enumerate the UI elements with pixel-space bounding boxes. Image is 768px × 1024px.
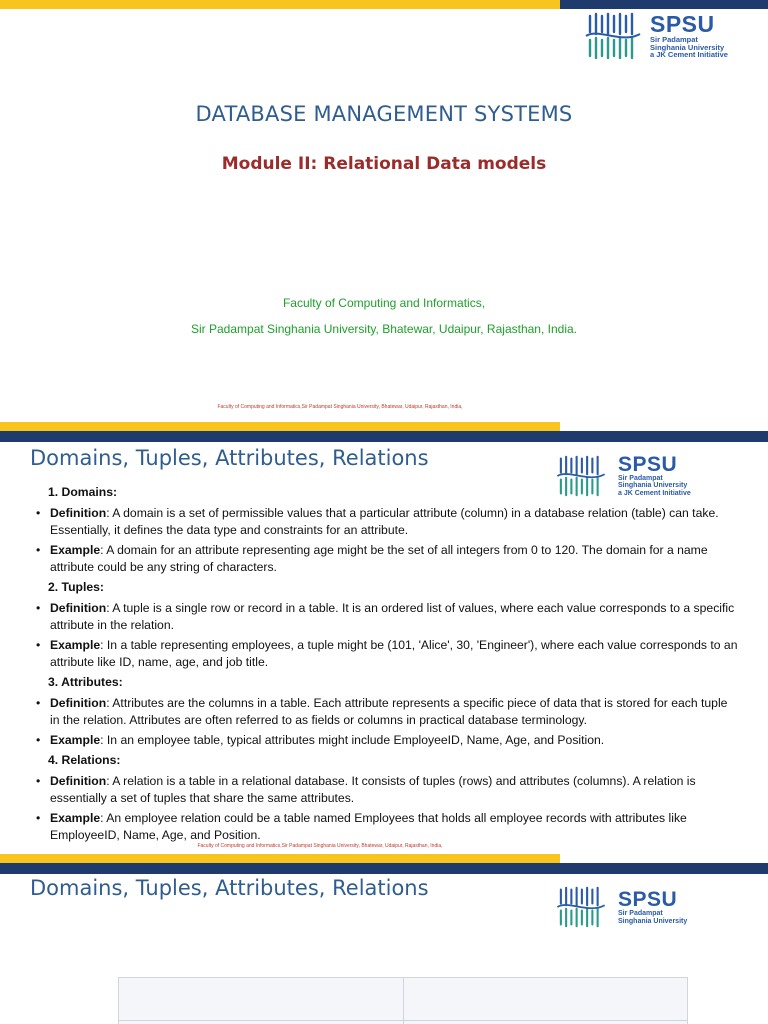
logo-line-3: a JK Cement Initiative [650, 50, 728, 60]
logo-line-2: Singhania University [618, 917, 688, 925]
content-slide [0, 854, 768, 1024]
table-cell [119, 978, 404, 1021]
section-tuples-title: 2. Tuples: [48, 580, 104, 594]
logo-line-2: Singhania University [650, 42, 725, 52]
top-yellow-bar [0, 854, 560, 863]
section-attributes-title: 3. Attributes: [48, 675, 123, 689]
top-navy-bar [560, 0, 768, 9]
top-navy-bar [0, 431, 768, 442]
top-yellow-bar [0, 0, 560, 9]
logo-wordmark: SPSU [650, 10, 715, 37]
logo-line-2: Singhania University [618, 482, 688, 490]
course-title: DATABASE MANAGEMENT SYSTEMS [195, 102, 573, 126]
table-cell [403, 1021, 688, 1024]
top-yellow-bar [0, 422, 560, 431]
bullet-item: • Example: In a table representing employees, a tuple might be (101, 'Alice', 30, 'Engineer'), where each value corresponds to an attribute like ID, name, age, and job title. [34, 637, 740, 671]
slide-footer: Faculty of Computing and Informatics,Sir Padampat Singhania University, Bhatewar, Udaipur, Rajasthan, India, [197, 843, 443, 849]
bullet-item: • Definition: Attributes are the columns in a table. Each attribute represents a specific piece of data that is stored for each tuple in the relation. Attributes are often referred to as fields or columns in practical database terminology. [34, 695, 740, 729]
bullet-item: • Example: In an employee table, typical attributes might include EmployeeID, Name, Age, and Position. [34, 732, 740, 749]
faculty-name: Faculty of Computing and Informatics, [282, 296, 486, 310]
top-navy-bar [0, 863, 768, 874]
bullet-item: • Definition: A tuple is a single row or record in a table. It is an ordered list of values, where each value corresponds to a specific attribute in the relation. [34, 600, 740, 634]
bullet-item: • Definition: A relation is a table in a relational database. It consists of tuples (rows) and attributes (columns). A relation is essentially a set of tuples that share the same attributes. [34, 773, 740, 807]
spsu-logo [550, 886, 687, 928]
slide-heading: Domains, Tuples, Attributes, Relations [30, 876, 429, 900]
table-cell [119, 1021, 404, 1024]
title-slide [0, 0, 768, 422]
logo-line-1: Sir Padampat [618, 475, 663, 482]
section-domains-title: 1. Domains: [48, 485, 118, 499]
logo-line-1: Sir Padampat [650, 34, 698, 44]
spsu-emblem-icon [550, 886, 612, 928]
logo-wordmark: SPSU [618, 453, 678, 476]
slide-heading: Domains, Tuples, Attributes, Relations [30, 446, 429, 470]
logo-line-3: a JK Cement Initiative [618, 489, 691, 497]
table-row [119, 978, 688, 1021]
content-slide [0, 422, 768, 854]
spsu-emblem-icon [582, 12, 644, 60]
bullet-item: • Example: A domain for an attribute representing age might be the set of all integers from 0 to 120. The domain for a name attribute could be any string of characters. [34, 542, 740, 576]
logo-wordmark: SPSU [618, 888, 678, 912]
spsu-logo [582, 12, 728, 60]
university-address: Sir Padampat Singhania University, Bhatewar, Udaipur, Rajasthan, India. [191, 322, 577, 336]
content-table [118, 977, 688, 1024]
table-row [119, 1021, 688, 1024]
bullet-item: • Example: An employee relation could be a table named Employees that holds all employee records with attributes like EmployeeID, Name, Age, and Position. [34, 810, 740, 844]
slide-footer: Faculty of Computing and Informatics,Sir Padampat Singhania University, Bhatewar, Udaipur, Rajasthan, India, [217, 404, 463, 410]
bullet-item: • Definition: A domain is a set of permissible values that a particular attribute (column) in a database relation (table) can take. Essentially, it defines the data type and constraints for an attribute. [34, 505, 740, 539]
logo-line-1: Sir Padampat [618, 910, 663, 918]
slide-body [34, 484, 740, 847]
section-relations-title: 4. Relations: [48, 753, 121, 767]
table-cell [403, 978, 688, 1021]
module-title: Module II: Relational Data models [221, 154, 547, 174]
